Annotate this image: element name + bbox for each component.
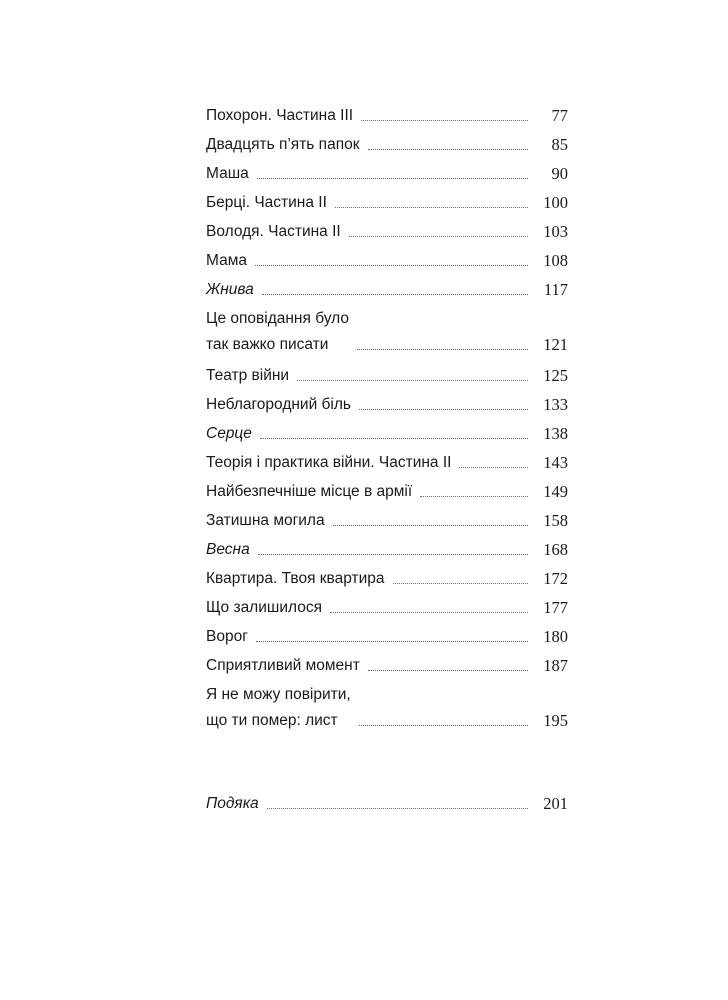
dot-leader: [262, 294, 528, 295]
toc-entry-title: [206, 132, 360, 158]
toc-entry-page-number: 103: [543, 222, 568, 241]
toc-entry-title: [206, 595, 322, 621]
toc-entry-title-line: так важко писати: [206, 336, 329, 353]
dot-leader: [260, 438, 528, 439]
table-of-contents: [206, 103, 568, 820]
dot-leader: [393, 583, 528, 584]
dot-leader: [330, 612, 528, 613]
toc-entry-title-line: Неблагородний біль: [206, 396, 351, 413]
toc-entry-title-line: Це оповідання було: [206, 310, 349, 327]
dot-leader: [349, 236, 528, 237]
toc-entry-title: [206, 421, 252, 447]
toc-entry-page-number: 201: [543, 794, 568, 813]
toc-entry-page-number: 149: [543, 482, 568, 501]
toc-entry-title: [206, 392, 351, 418]
toc-entry: [206, 682, 568, 734]
toc-entry: [206, 161, 568, 187]
toc-entry-page-number: 117: [543, 280, 568, 299]
toc-entry-page-number: 172: [543, 569, 568, 588]
toc-entry: [206, 277, 568, 303]
toc-entry-title-line: Квартира. Твоя квартира: [206, 570, 385, 587]
toc-entry-title-line: Що залишилося: [206, 599, 322, 616]
toc-entry-title: [206, 450, 451, 476]
dot-leader: [368, 149, 529, 150]
toc-entry: [206, 363, 568, 389]
dot-leader: [256, 641, 528, 642]
toc-entry: [206, 450, 568, 476]
toc-entry-page-number: 187: [543, 656, 568, 675]
toc-entry-title: [206, 219, 341, 245]
toc-entry: [206, 653, 568, 679]
toc-entry-title: [206, 537, 250, 563]
toc-entry-title: [206, 479, 412, 505]
toc-entry-title-line: Подяка: [206, 795, 259, 812]
toc-entry-title-line: Двадцять п’ять папок: [206, 136, 360, 153]
toc-entry-title: [206, 791, 259, 817]
toc-entry: [206, 624, 568, 650]
toc-entry-page-number: 168: [543, 540, 568, 559]
toc-entry-title-line: Маша: [206, 165, 249, 182]
toc-entry: [206, 537, 568, 563]
toc-entry-title: [206, 653, 360, 679]
toc-entry-title-line: Жнива: [206, 281, 254, 298]
dot-leader: [255, 265, 528, 266]
toc-entry-page-number: 100: [543, 193, 568, 212]
toc-entry-page-number: 133: [543, 395, 568, 414]
section-gap: [206, 739, 568, 791]
toc-entry: [206, 306, 568, 358]
dot-leader: [359, 409, 528, 410]
toc-entry: [206, 132, 568, 158]
toc-entry-title: [206, 190, 327, 216]
toc-entry-page-number: 90: [551, 164, 568, 183]
toc-entry-page-number: 177: [543, 598, 568, 617]
dot-leader: [359, 725, 528, 726]
toc-entry: [206, 595, 568, 621]
toc-entry-page-number: 195: [543, 711, 568, 730]
toc-entry: [206, 248, 568, 274]
toc-entry-title: [206, 566, 385, 592]
toc-entry-title-line: Мама: [206, 252, 247, 269]
dot-leader: [297, 380, 528, 381]
toc-entry-page-number: 180: [543, 627, 568, 646]
toc-entry-title-line: Берці. Частина II: [206, 194, 327, 211]
toc-entry-title: [206, 103, 353, 129]
toc-entry-page-number: 143: [543, 453, 568, 472]
toc-entry-title: [206, 508, 325, 534]
toc-entry-title-line: Похорон. Частина III: [206, 107, 354, 124]
toc-entry-page-number: 77: [551, 106, 568, 125]
toc-entry-page-number: 121: [543, 335, 568, 354]
toc-entry-page-number: 85: [551, 135, 568, 154]
dot-leader: [357, 349, 528, 350]
toc-entry-title-line: Володя. Частина II: [206, 223, 341, 240]
dot-leader: [368, 670, 528, 671]
toc-entry: [206, 103, 568, 129]
toc-entry-title: [206, 682, 351, 734]
toc-entry-page-number: 138: [543, 424, 568, 443]
toc-entry-title: [206, 306, 349, 358]
toc-entry: [206, 190, 568, 216]
dot-leader: [459, 467, 528, 468]
toc-entry: [206, 421, 568, 447]
toc-entry-title-line: Весна: [206, 541, 250, 558]
toc-entry-page-number: 125: [543, 366, 568, 385]
toc-entry-title-line: Ворог: [206, 628, 248, 645]
dot-leader: [267, 808, 528, 809]
toc-entry-acknowledgements: [206, 791, 568, 817]
dot-leader: [361, 120, 528, 121]
toc-entry-title: [206, 248, 247, 274]
toc-entry-title: [206, 363, 289, 389]
dot-leader: [258, 554, 528, 555]
toc-entry-title: [206, 161, 249, 187]
toc-entry-title-line: Сприятливий момент: [206, 657, 360, 674]
toc-entry-title-line: що ти помер: лист: [206, 712, 338, 729]
toc-entry: [206, 566, 568, 592]
toc-entry-title-line: Теорія і практика війни. Частина II: [206, 454, 452, 471]
toc-entry: [206, 392, 568, 418]
toc-entry-title-line: Найбезпечніше місце в армії: [206, 483, 413, 500]
toc-entry-title: [206, 277, 254, 303]
dot-leader: [333, 525, 528, 526]
toc-entry-title-line: Я не можу повірити,: [206, 686, 351, 703]
toc-entry-title-line: Театр війни: [206, 367, 290, 384]
toc-entry-page-number: 158: [543, 511, 568, 530]
toc-entry-page-number: 108: [543, 251, 568, 270]
toc-entry-title-line: Серце: [206, 425, 252, 442]
toc-entry: [206, 219, 568, 245]
toc-entry-title-line: Затишна могила: [206, 512, 325, 529]
toc-entry-title: [206, 624, 248, 650]
toc-entry: [206, 508, 568, 534]
dot-leader: [335, 207, 528, 208]
dot-leader: [420, 496, 528, 497]
dot-leader: [257, 178, 528, 179]
toc-entry: [206, 479, 568, 505]
